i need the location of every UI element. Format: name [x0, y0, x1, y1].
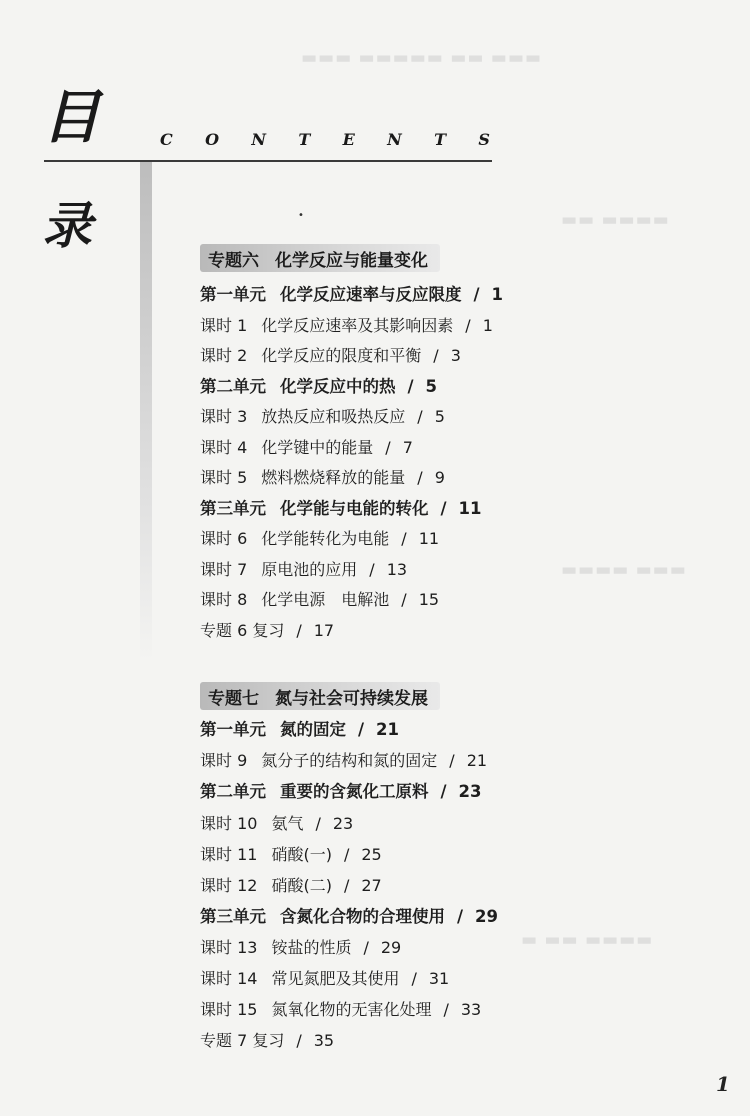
unit-label: 第一单元	[200, 285, 266, 304]
page-number: 1	[716, 1072, 730, 1096]
topic-title: 氮与社会可持续发展	[275, 688, 428, 709]
entry-title: 化学反应的限度和平衡	[261, 346, 422, 365]
entry-title: 氨气	[271, 814, 304, 833]
lesson-label: 课时 6	[200, 529, 248, 548]
contents-letter: N	[387, 130, 402, 149]
entry-page: 5	[425, 377, 438, 396]
entry-title: 化学反应速率及其影响因素	[261, 316, 454, 335]
entry-page: 21	[466, 751, 488, 770]
entry-title: 常见氮肥及其使用	[271, 969, 400, 988]
toc-lesson-row[interactable]: 课时 12 硝酸(二) / 27	[200, 876, 382, 895]
bleed-through-texture: ▬▬▬ ▬▬ ▬▬▬▬▬ ▬▬▬	[300, 48, 542, 68]
contents-letter: S	[478, 130, 490, 149]
entry-page: 27	[361, 876, 382, 895]
entry-title: 化学电源 电解池	[261, 590, 390, 609]
toc-unit-row[interactable]: 第一单元 化学反应速率与反应限度 / 1	[200, 285, 504, 304]
contents-letter: T	[298, 130, 311, 149]
entry-title: 含氮化合物的合理使用	[280, 907, 445, 926]
lesson-label: 课时 7	[200, 560, 248, 579]
toc-lesson-row[interactable]: 课时 15 氮氧化物的无害化处理 / 33	[200, 1000, 482, 1019]
entry-page: 21	[376, 720, 399, 739]
contents-heading	[160, 130, 490, 149]
entry-page: 13	[386, 560, 408, 579]
entry-page: 23	[458, 782, 482, 801]
review-label: 专题 6 复习	[200, 621, 285, 640]
bleed-through-texture: ▬▬▬▬ ▬▬ ▬	[520, 930, 653, 950]
entry-page: 23	[332, 814, 354, 833]
entry-page: 29	[380, 938, 402, 957]
entry-title: 氮氧化物的无害化处理	[271, 1000, 432, 1019]
toc-unit-row[interactable]: 第三单元 含氮化合物的合理使用 / 29	[200, 907, 498, 926]
header-divider	[44, 160, 492, 162]
topic-title: 化学反应与能量变化	[275, 250, 428, 271]
toc-lesson-row[interactable]: 课时 9 氮分子的结构和氮的固定 / 21	[200, 751, 488, 770]
entry-title: 放热反应和吸热反应	[261, 407, 406, 426]
toc-review-row[interactable]: 专题 6 复习 / 17	[200, 621, 335, 640]
entry-page: 7	[402, 438, 413, 457]
entry-page: 31	[428, 969, 450, 988]
unit-label: 第二单元	[200, 377, 266, 396]
entry-page: 11	[458, 499, 482, 518]
toc-unit-row[interactable]: 第三单元 化学能与电能的转化 / 11	[200, 499, 482, 518]
lesson-label: 课时 9	[200, 751, 248, 770]
lesson-label: 课时 5	[200, 468, 248, 487]
entry-title: 化学键中的能量	[261, 438, 374, 457]
contents-letter: C	[160, 130, 173, 149]
entry-title: 燃料燃烧释放的能量	[261, 468, 406, 487]
lesson-label: 课时 4	[200, 438, 248, 457]
entry-page: 35	[313, 1031, 335, 1050]
toc-unit-row[interactable]: 第二单元 化学反应中的热 / 5	[200, 377, 438, 396]
entry-page: 17	[313, 621, 335, 640]
entry-title: 氮分子的结构和氮的固定	[261, 751, 438, 770]
toc-lesson-row[interactable]: 课时 5 燃料燃烧释放的能量 / 9	[200, 468, 445, 487]
entry-page: 25	[361, 845, 382, 864]
decorative-vertical-bar	[140, 162, 152, 662]
entry-title: 化学反应中的热	[280, 377, 396, 396]
bleed-through-texture: ▬▬▬ ▬▬▬▬	[560, 560, 686, 580]
toc-lesson-row[interactable]: 课时 7 原电池的应用 / 13	[200, 560, 408, 579]
contents-letter: T	[434, 130, 446, 149]
toc-lesson-row[interactable]: 课时 3 放热反应和吸热反应 / 5	[200, 407, 445, 426]
toc-unit-row[interactable]: 第二单元 重要的含氮化工原料 / 23	[200, 782, 482, 801]
entry-page: 33	[460, 1000, 482, 1019]
review-label: 专题 7 复习	[200, 1031, 285, 1050]
entry-page: 3	[450, 346, 461, 365]
lesson-label: 课时 10	[200, 814, 258, 833]
unit-label: 第三单元	[200, 499, 266, 518]
entry-page: 29	[475, 907, 498, 926]
contents-letter: N	[251, 130, 266, 149]
toc-lesson-row[interactable]: 课时 13 铵盐的性质 / 29	[200, 938, 402, 957]
lesson-label: 课时 1	[200, 316, 248, 335]
unit-label: 第一单元	[200, 720, 266, 739]
topic-header-7[interactable]	[200, 682, 440, 710]
toc-lesson-row[interactable]: 课时 1 化学反应速率及其影响因素 / 1	[200, 316, 493, 335]
entry-title: 铵盐的性质	[271, 938, 352, 957]
entry-page: 1	[491, 285, 504, 304]
entry-title: 化学能转化为电能	[261, 529, 390, 548]
entry-page: 11	[418, 529, 440, 548]
unit-label: 第三单元	[200, 907, 266, 926]
toc-title-char-mu: 目	[42, 83, 101, 151]
unit-label: 第二单元	[200, 782, 266, 801]
entry-title: 化学反应速率与反应限度	[280, 285, 462, 304]
lesson-label: 课时 3	[200, 407, 248, 426]
toc-lesson-row[interactable]: 课时 11 硝酸(一) / 25	[200, 845, 382, 864]
contents-letter: O	[205, 130, 220, 149]
entry-page: 5	[434, 407, 445, 426]
lesson-label: 课时 14	[200, 969, 258, 988]
lesson-label: 课时 2	[200, 346, 248, 365]
toc-lesson-row[interactable]: 课时 2 化学反应的限度和平衡 / 3	[200, 346, 461, 365]
entry-title: 硝酸(一)	[271, 845, 332, 864]
entry-title: 硝酸(二)	[271, 876, 332, 895]
toc-unit-row[interactable]: 第一单元 氮的固定 / 21	[200, 720, 399, 739]
lesson-label: 课时 12	[200, 876, 258, 895]
toc-lesson-row[interactable]: 课时 8 化学电源 电解池 / 15	[200, 590, 440, 609]
entry-title: 原电池的应用	[261, 560, 358, 579]
entry-title: 氮的固定	[280, 720, 346, 739]
entry-title: 化学能与电能的转化	[280, 499, 429, 518]
entry-title: 重要的含氮化工原料	[280, 782, 429, 801]
lesson-label: 课时 15	[200, 1000, 258, 1019]
lesson-label: 课时 8	[200, 590, 248, 609]
toc-review-row[interactable]: 专题 7 复习 / 35	[200, 1031, 335, 1050]
toc-lesson-row[interactable]: 课时 10 氨气 / 23	[200, 814, 354, 833]
toc-title-char-lu: 录	[42, 196, 92, 255]
entry-page: 9	[434, 468, 445, 487]
toc-lesson-row[interactable]: 课时 4 化学键中的能量 / 7	[200, 438, 413, 457]
topic-label: 专题六	[208, 250, 259, 271]
contents-letter: E	[342, 130, 355, 149]
lesson-label: 课时 13	[200, 938, 258, 957]
entry-page: 15	[418, 590, 440, 609]
topic-label: 专题七	[208, 688, 259, 709]
entry-page: 1	[482, 316, 493, 335]
bleed-through-texture: ▬▬▬▬ ▬▬	[560, 210, 669, 230]
toc-lesson-row[interactable]: 课时 6 化学能转化为电能 / 11	[200, 529, 440, 548]
lesson-label: 课时 11	[200, 845, 258, 864]
topic-header-6[interactable]	[200, 244, 440, 272]
toc-lesson-row[interactable]: 课时 14 常见氮肥及其使用 / 31	[200, 969, 450, 988]
decorative-dot: •	[298, 210, 304, 221]
